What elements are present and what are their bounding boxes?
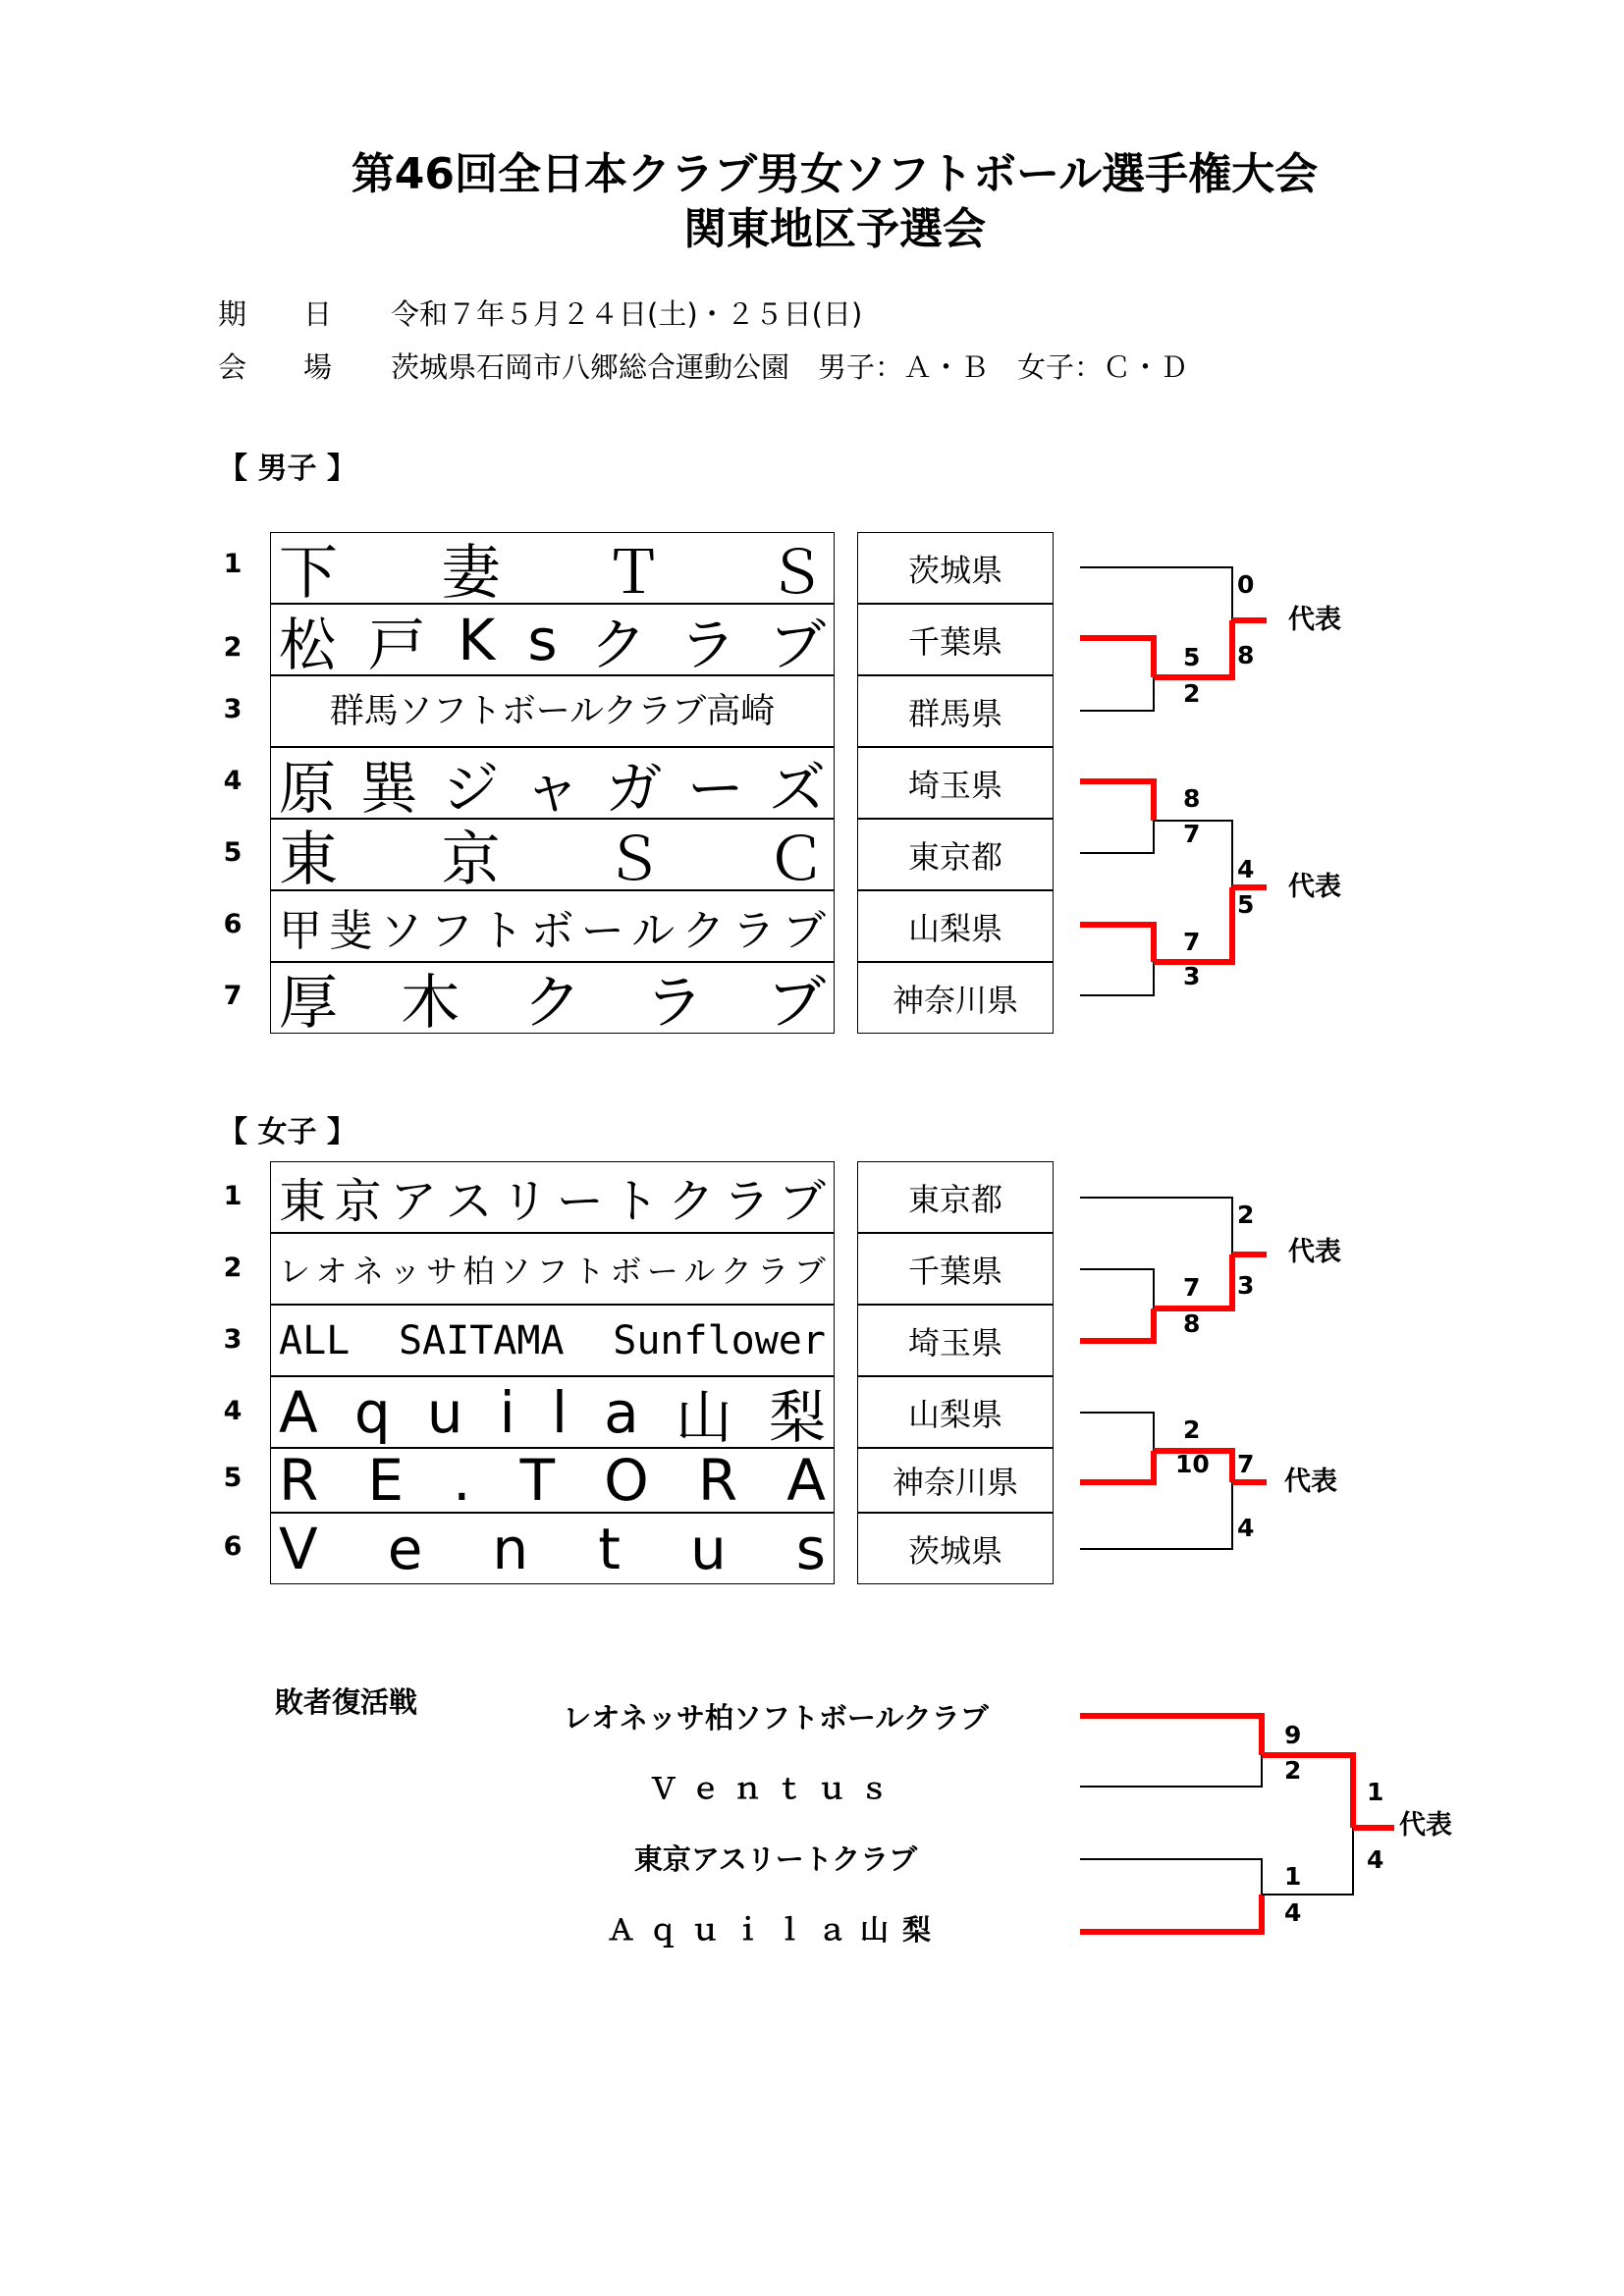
name-char: O [604, 1448, 649, 1513]
score: 4 [1237, 1514, 1255, 1542]
men-team-pref: 山梨県 [857, 890, 1054, 962]
name-char: サ [425, 1252, 458, 1290]
women-team-pref: 山梨県 [857, 1376, 1054, 1448]
name-char: s [795, 1515, 826, 1582]
name-char: ジ [442, 754, 500, 819]
repechage-team: Ａｑｕｉｌａ山梨 [606, 1913, 945, 1947]
name-char: t [598, 1515, 621, 1582]
women-team-pref: 埼玉県 [857, 1305, 1054, 1376]
name-char: V [279, 1515, 318, 1582]
name-char: ャ [523, 754, 581, 819]
bracket-line [1262, 1755, 1353, 1828]
name-char: リ [501, 1174, 549, 1229]
men-team-no: 7 [223, 981, 243, 1011]
repechage-team: Ｖｅｎｔｕｓ [648, 1772, 902, 1805]
name-char: 柏 [462, 1252, 495, 1290]
score: 2 [1284, 1756, 1302, 1785]
name-char: ブ [793, 1252, 826, 1290]
name-char: s [527, 606, 558, 673]
name-char: E [367, 1448, 405, 1513]
men-team-pref: 群馬県 [857, 675, 1054, 747]
name-char: 山 [675, 1383, 732, 1448]
name-char: ク [667, 1174, 715, 1229]
men-team-pref: 東京都 [857, 819, 1054, 890]
men-team-no: 3 [223, 694, 243, 724]
name-char: 厚 [279, 968, 338, 1034]
name-word: ALL [279, 1317, 351, 1363]
name-char: ラ [757, 1252, 789, 1290]
name-char: ク [720, 1252, 752, 1290]
name-char: ブ [767, 968, 826, 1034]
score: 1 [1367, 1778, 1384, 1806]
name-char: 巽 [360, 754, 418, 819]
men-team-name-text: 群馬ソフトボールクラブ高崎 [329, 691, 776, 731]
name-char: ソ [379, 905, 423, 956]
name-word: SAITAMA [398, 1317, 565, 1363]
name-char: n [492, 1515, 529, 1582]
men-team-no: 1 [223, 549, 243, 579]
score: 3 [1183, 962, 1201, 990]
name-char: ト [480, 905, 524, 956]
name-char: 妻 [441, 538, 501, 604]
name-char: ソ [499, 1252, 531, 1290]
name-char: Ｓ [766, 538, 826, 604]
name-char: l [551, 1378, 568, 1446]
name-char: A [279, 1378, 318, 1446]
score: 8 [1237, 641, 1255, 669]
bracket-line [1080, 1859, 1262, 1895]
venue-value: 茨城県石岡市八郷総合運動公園 男子：Ａ・Ｂ 女子：Ｃ・Ｄ [391, 350, 1189, 384]
repechage-team: 東京アスリートクラブ [633, 1842, 918, 1876]
rep-label: 代表 [1288, 872, 1341, 902]
date-label: 期 日 [218, 297, 333, 331]
name-char: 京 [441, 825, 501, 890]
name-char: ー [686, 754, 744, 819]
name-char: 戸 [368, 611, 426, 675]
rep-label: 代表 [1284, 1467, 1337, 1497]
repechage-team: レオネッサ柏ソフトボールクラブ [563, 1701, 989, 1735]
name-char: K [458, 606, 496, 673]
name-char: レ [279, 1252, 311, 1290]
rep-label: 代表 [1399, 1810, 1452, 1841]
name-char: 東 [279, 825, 338, 890]
name-char: 東 [279, 1174, 327, 1229]
women-team-no: 5 [223, 1463, 243, 1493]
women-heading: 【 女子 】 [218, 1115, 356, 1149]
name-char: 梨 [768, 1383, 826, 1448]
score: 5 [1183, 643, 1201, 671]
name-char: フ [429, 905, 473, 956]
page-title-line1: 第46回全日本クラブ男女ソフトボール選手権大会 [351, 149, 1319, 199]
name-char: ル [683, 1252, 716, 1290]
men-heading: 【 男子 】 [218, 452, 356, 486]
men-team-no: 5 [223, 837, 243, 868]
score: 3 [1237, 1271, 1255, 1300]
men-team-pref: 埼玉県 [857, 747, 1054, 819]
name-char: ボ [610, 1252, 642, 1290]
score: 7 [1237, 1450, 1255, 1478]
score: 2 [1183, 1415, 1201, 1444]
men-team-no: 4 [223, 766, 243, 796]
name-char: フ [536, 1252, 568, 1290]
women-team-no: 6 [223, 1531, 243, 1562]
name-char: T [519, 1448, 556, 1513]
women-team-pref: 茨城県 [857, 1513, 1054, 1584]
score: 2 [1183, 679, 1201, 708]
name-char: q [353, 1378, 391, 1446]
name-char: 京 [334, 1174, 382, 1229]
name-char: A [786, 1448, 826, 1513]
bracket-line [1080, 1716, 1262, 1755]
name-char: ラ [731, 905, 776, 956]
score: 9 [1284, 1721, 1302, 1749]
women-team-no: 2 [223, 1253, 243, 1283]
name-char: . [453, 1448, 471, 1513]
name-char: ー [556, 1174, 604, 1229]
name-char: ブ [768, 611, 826, 675]
name-char: ラ [678, 611, 736, 675]
name-word: Sunflower [613, 1317, 826, 1363]
name-char: 斐 [329, 905, 373, 956]
name-char: e [387, 1515, 423, 1582]
score: 4 [1367, 1845, 1384, 1874]
women-team-pref: 東京都 [857, 1161, 1054, 1233]
men-team-pref: 神奈川県 [857, 962, 1054, 1034]
name-char: i [499, 1378, 515, 1446]
men-team-no: 6 [223, 909, 243, 939]
name-char: ク [589, 611, 647, 675]
women-team-no: 4 [223, 1396, 243, 1426]
date-value: 令和７年５月２４日(土)・２５日(日) [391, 297, 863, 331]
name-char: Ｔ [604, 538, 664, 604]
name-char: Ｃ [766, 825, 826, 890]
repechage-heading: 敗者復活戦 [275, 1685, 418, 1719]
women-team-pref: 神奈川県 [857, 1448, 1054, 1513]
page-title-line2: 関東地区予選会 [683, 204, 986, 254]
name-char: Ｓ [604, 825, 664, 890]
women-team-no: 3 [223, 1324, 243, 1355]
name-char: ブ [782, 905, 826, 956]
bracket-line [1080, 1755, 1262, 1787]
women-team-no: 1 [223, 1181, 243, 1211]
name-char: u [426, 1378, 463, 1446]
name-char: ア [390, 1174, 438, 1229]
bracket-line [1080, 1895, 1262, 1932]
name-char: a [604, 1378, 639, 1446]
name-char: ト [612, 1174, 660, 1229]
name-char: ブ [778, 1174, 826, 1229]
score: 5 [1237, 890, 1255, 919]
name-char: ー [646, 1252, 678, 1290]
score: 0 [1237, 570, 1255, 599]
rep-label: 代表 [1288, 1237, 1341, 1267]
score: 4 [1284, 1898, 1302, 1927]
name-char: ッ [389, 1252, 421, 1290]
name-char: 原 [279, 754, 337, 819]
name-char: ボ [530, 905, 574, 956]
name-char: ク [522, 968, 582, 1034]
venue-label: 会 場 [218, 350, 333, 384]
men-team-pref: 千葉県 [857, 604, 1054, 675]
name-char: オ [315, 1252, 348, 1290]
name-char: 下 [279, 538, 338, 604]
score: 10 [1175, 1450, 1210, 1478]
score: 8 [1183, 784, 1201, 813]
score: 7 [1183, 820, 1201, 848]
name-char: 甲 [279, 905, 322, 956]
name-char: ラ [723, 1174, 771, 1229]
name-char: ル [631, 905, 676, 956]
men-team-pref: 茨城県 [857, 532, 1054, 604]
name-char: ト [572, 1252, 605, 1290]
name-char: 松 [279, 611, 337, 675]
score: 1 [1284, 1862, 1302, 1891]
name-char: ズ [768, 754, 826, 819]
name-char: 木 [401, 968, 460, 1034]
name-char: ガ [605, 754, 663, 819]
score: 2 [1237, 1201, 1255, 1229]
score: 8 [1183, 1309, 1201, 1338]
men-team-no: 2 [223, 632, 243, 663]
women-team-pref: 千葉県 [857, 1233, 1054, 1305]
rep-label: 代表 [1288, 605, 1341, 635]
name-char: u [689, 1515, 727, 1582]
bracket-line [1262, 1828, 1353, 1895]
name-char: ラ [644, 968, 704, 1034]
score: 7 [1183, 928, 1201, 956]
name-char: ー [580, 905, 624, 956]
name-char: R [279, 1448, 319, 1513]
score: 7 [1183, 1273, 1201, 1302]
score: 4 [1237, 855, 1255, 883]
name-char: R [697, 1448, 738, 1513]
name-char: ク [681, 905, 726, 956]
name-char: ネ [352, 1252, 384, 1290]
name-char: ス [445, 1174, 493, 1229]
